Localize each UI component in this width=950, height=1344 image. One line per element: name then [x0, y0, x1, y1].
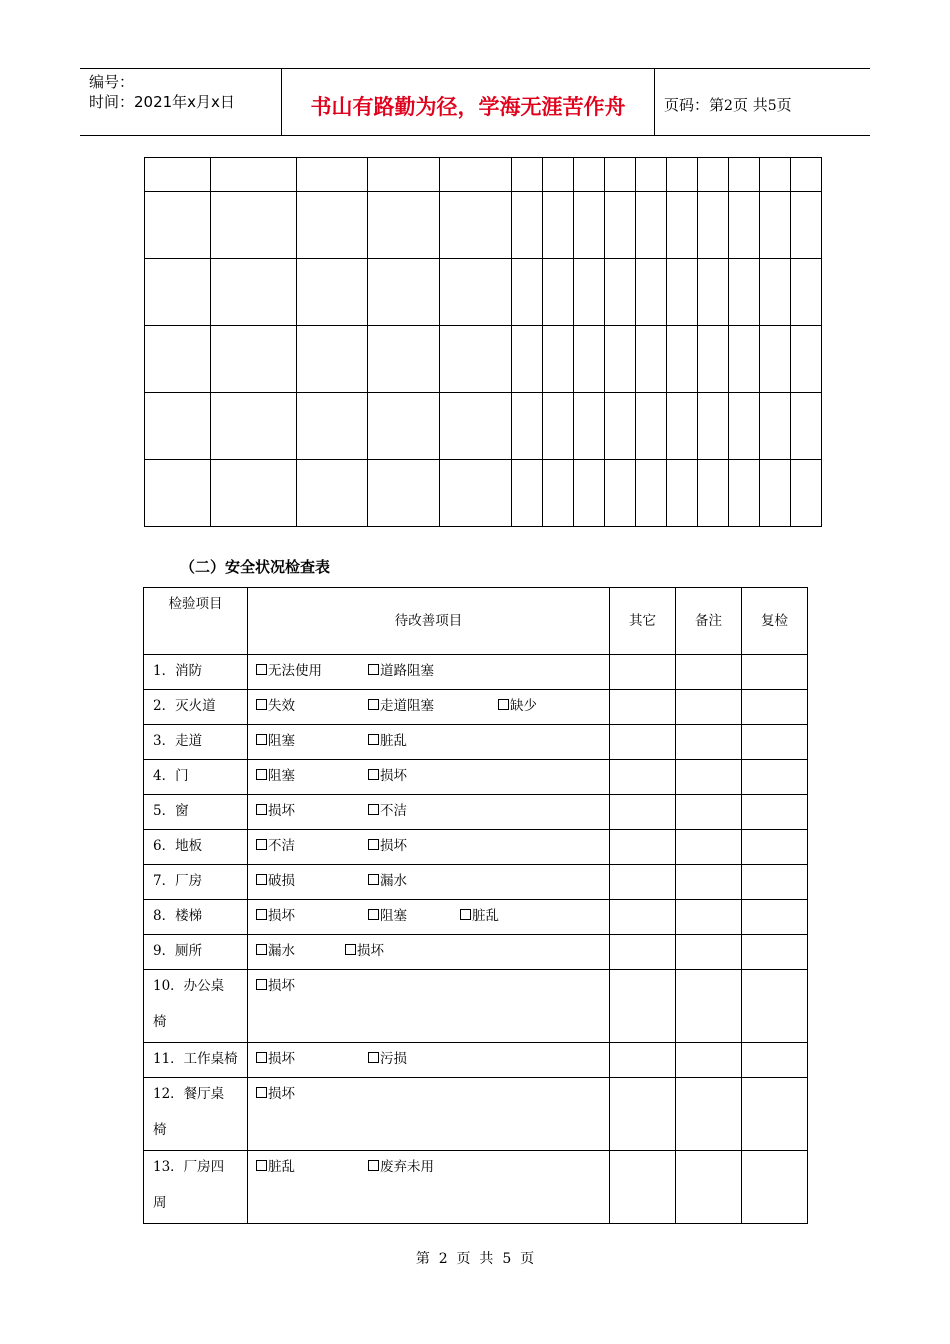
grid-cell: [698, 326, 729, 393]
recheck-cell[interactable]: [742, 655, 808, 690]
grid-cell: [729, 192, 760, 259]
header-item: 检验项目: [144, 588, 248, 655]
header-other: 其它: [610, 588, 676, 655]
grid-cell: [543, 460, 574, 527]
grid-cell: [543, 326, 574, 393]
checklist-row: [144, 725, 808, 760]
option-label: 损坏: [268, 908, 295, 924]
grid-cell: [512, 460, 543, 527]
checkbox-icon[interactable]: [256, 979, 267, 990]
grid-cell: [543, 393, 574, 460]
header-remark: 备注: [676, 588, 742, 655]
option-label: 脏乱: [472, 908, 499, 924]
checkbox-icon[interactable]: [256, 1052, 267, 1063]
other-cell[interactable]: [610, 795, 676, 830]
checkbox-icon[interactable]: [368, 909, 379, 920]
checklist-row: [144, 760, 808, 795]
remark-cell[interactable]: [676, 655, 742, 690]
check-item-label: 11．工作桌椅: [153, 1051, 238, 1067]
improvement-option[interactable]: [368, 766, 407, 786]
grid-cell: [211, 326, 297, 393]
grid-cell: [543, 158, 574, 192]
grid-cell: [368, 158, 440, 192]
check-item-name: [144, 795, 248, 830]
grid-cell: [574, 158, 605, 192]
grid-row: [145, 158, 822, 192]
recheck-cell[interactable]: [742, 830, 808, 865]
header-left-cell: [80, 69, 282, 135]
check-item-name: [144, 655, 248, 690]
check-item-label: 13．厂房四: [153, 1159, 225, 1175]
option-label: 损坏: [380, 768, 407, 784]
number-label: 编号：: [89, 73, 135, 91]
option-label: 脏乱: [380, 733, 407, 749]
improvement-options: [248, 970, 610, 1043]
remark-cell[interactable]: [676, 725, 742, 760]
page-footer: 第 2 页 共 5 页: [415, 1251, 535, 1267]
checkbox-icon[interactable]: [368, 874, 379, 885]
improvement-option[interactable]: [256, 801, 295, 821]
improvement-option[interactable]: [368, 836, 407, 856]
option-label: 阻塞: [268, 733, 295, 749]
improvement-option[interactable]: [256, 731, 295, 751]
check-item-name: [144, 935, 248, 970]
grid-cell: [605, 460, 636, 527]
grid-cell: [667, 326, 698, 393]
improvement-option[interactable]: [368, 871, 407, 891]
option-label: 废弃未用: [380, 1159, 434, 1175]
check-item-name: [144, 725, 248, 760]
checklist-row: [144, 1151, 808, 1224]
grid-row: [145, 326, 822, 393]
grid-cell: [368, 192, 440, 259]
grid-cell: [791, 158, 822, 192]
improvement-option[interactable]: [256, 766, 295, 786]
improvement-option[interactable]: [368, 906, 407, 926]
option-label: 不洁: [380, 803, 407, 819]
check-item-label: 9．厕所: [153, 943, 203, 959]
page-header: [80, 68, 870, 136]
improvement-option[interactable]: [368, 661, 434, 681]
grid-cell: [698, 259, 729, 326]
option-label: 脏乱: [268, 1159, 295, 1175]
grid-cell: [698, 460, 729, 527]
grid-row: [145, 460, 822, 527]
remark-cell[interactable]: [676, 1043, 742, 1078]
improvement-options: [248, 690, 610, 725]
page-label: 页码：第: [664, 96, 725, 114]
time-label: 时间：2021年x月x日: [89, 93, 235, 111]
checkbox-icon[interactable]: [256, 769, 267, 780]
recheck-cell[interactable]: [742, 795, 808, 830]
grid-cell: [636, 192, 667, 259]
check-item-label: 3．走道: [153, 733, 203, 749]
grid-cell: [211, 259, 297, 326]
grid-row: [145, 393, 822, 460]
check-item-label: 5．窗: [153, 803, 189, 819]
remark-cell[interactable]: [676, 900, 742, 935]
check-item-label: 6．地板: [153, 838, 203, 854]
header-recheck: 复检: [742, 588, 808, 655]
grid-cell: [543, 259, 574, 326]
remark-cell[interactable]: [676, 1151, 742, 1224]
check-item-name: [144, 1078, 248, 1151]
checkbox-icon[interactable]: [256, 1160, 267, 1171]
improvement-options: [248, 830, 610, 865]
grid-cell: [636, 393, 667, 460]
grid-cell: [512, 158, 543, 192]
improvement-options: [248, 725, 610, 760]
option-label: 阻塞: [268, 768, 295, 784]
remark-cell[interactable]: [676, 830, 742, 865]
other-cell[interactable]: [610, 935, 676, 970]
improvement-option[interactable]: [368, 801, 407, 821]
checklist-row: [144, 1078, 808, 1151]
grid-cell: [440, 192, 512, 259]
grid-cell: [667, 158, 698, 192]
recheck-cell[interactable]: [742, 725, 808, 760]
improvement-options: [248, 1078, 610, 1151]
option-label: 损坏: [357, 943, 384, 959]
checklist-header-row: [144, 588, 808, 655]
grid-cell: [368, 393, 440, 460]
header-improve: 待改善项目: [248, 588, 610, 655]
improvement-options: [248, 795, 610, 830]
grid-cell: [297, 192, 368, 259]
improvement-options: [248, 865, 610, 900]
improvement-option[interactable]: [256, 1049, 295, 1069]
option-label: 不洁: [268, 838, 295, 854]
checkbox-icon[interactable]: [368, 699, 379, 710]
grid-cell: [791, 192, 822, 259]
improvement-options: [248, 1151, 610, 1224]
grid-cell: [574, 393, 605, 460]
checkbox-icon[interactable]: [368, 804, 379, 815]
remark-cell[interactable]: [676, 760, 742, 795]
grid-cell: [145, 192, 211, 259]
checkbox-icon[interactable]: [256, 1087, 267, 1098]
check-item-name: [144, 760, 248, 795]
check-item-label: 1．消防: [153, 663, 203, 679]
grid-cell: [440, 460, 512, 527]
page-end: 页: [776, 96, 792, 114]
improvement-option[interactable]: [368, 1157, 434, 1177]
checklist-row: [144, 655, 808, 690]
remark-cell[interactable]: [676, 1078, 742, 1151]
improvement-option[interactable]: [256, 941, 295, 961]
grid-cell: [211, 393, 297, 460]
recheck-cell[interactable]: [742, 690, 808, 725]
other-cell[interactable]: [610, 900, 676, 935]
check-item-label-cont: 椅: [153, 1014, 167, 1030]
improvement-option[interactable]: [460, 906, 499, 926]
grid-cell: [512, 393, 543, 460]
recheck-cell[interactable]: [742, 1078, 808, 1151]
other-cell[interactable]: [610, 1043, 676, 1078]
grid-cell: [145, 326, 211, 393]
grid-cell: [440, 259, 512, 326]
other-cell[interactable]: [610, 1151, 676, 1224]
check-item-name: [144, 970, 248, 1043]
improvement-options: [248, 655, 610, 690]
grid-cell: [297, 158, 368, 192]
checklist-row: [144, 900, 808, 935]
grid-cell: [605, 393, 636, 460]
grid-cell: [729, 158, 760, 192]
option-label: 损坏: [268, 978, 295, 994]
option-label: 失效: [268, 698, 295, 714]
recheck-cell[interactable]: [742, 935, 808, 970]
check-item-label-cont: 椅: [153, 1122, 167, 1138]
grid-cell: [760, 259, 791, 326]
recheck-cell[interactable]: [742, 970, 808, 1043]
grid-cell: [145, 393, 211, 460]
recheck-cell[interactable]: [742, 1043, 808, 1078]
checklist-row: [144, 690, 808, 725]
grid-cell: [698, 158, 729, 192]
grid-cell: [512, 326, 543, 393]
grid-cell: [145, 460, 211, 527]
recheck-cell[interactable]: [742, 760, 808, 795]
grid-cell: [512, 192, 543, 259]
remark-cell[interactable]: [676, 795, 742, 830]
grid-cell: [145, 158, 211, 192]
check-item-label: 4．门: [153, 768, 189, 784]
check-item-name: [144, 1151, 248, 1224]
checkbox-icon[interactable]: [256, 874, 267, 885]
grid-cell: [791, 326, 822, 393]
improvement-option[interactable]: [368, 696, 434, 716]
grid-cell: [605, 326, 636, 393]
checklist-row: [144, 830, 808, 865]
grid-cell: [605, 158, 636, 192]
improvement-options: [248, 935, 610, 970]
checkbox-icon[interactable]: [256, 909, 267, 920]
option-label: 走道阻塞: [380, 698, 434, 714]
grid-cell: [605, 192, 636, 259]
empty-grid-table: [144, 157, 822, 527]
option-label: 损坏: [380, 838, 407, 854]
grid-row: [145, 259, 822, 326]
grid-cell: [729, 460, 760, 527]
grid-cell: [145, 259, 211, 326]
grid-cell: [297, 326, 368, 393]
remark-cell[interactable]: [676, 865, 742, 900]
grid-cell: [440, 326, 512, 393]
check-item-label: 2．灭火道: [153, 698, 216, 714]
grid-cell: [729, 326, 760, 393]
grid-cell: [211, 460, 297, 527]
header-middle-cell: [282, 69, 655, 135]
grid-cell: [574, 259, 605, 326]
grid-cell: [574, 326, 605, 393]
grid-cell: [636, 158, 667, 192]
grid-cell: [760, 192, 791, 259]
checkbox-icon[interactable]: [368, 1160, 379, 1171]
grid-cell: [791, 259, 822, 326]
check-item-name: [144, 690, 248, 725]
grid-cell: [636, 259, 667, 326]
option-label: 破损: [268, 873, 295, 889]
checkbox-icon[interactable]: [256, 804, 267, 815]
improvement-option[interactable]: [256, 1084, 295, 1104]
improvement-option[interactable]: [256, 696, 295, 716]
checkbox-icon[interactable]: [368, 769, 379, 780]
option-label: 无法使用: [268, 663, 322, 679]
grid-cell: [760, 393, 791, 460]
other-cell[interactable]: [610, 970, 676, 1043]
grid-cell: [667, 393, 698, 460]
grid-cell: [667, 460, 698, 527]
checklist-row: [144, 795, 808, 830]
grid-cell: [368, 326, 440, 393]
other-cell[interactable]: [610, 725, 676, 760]
grid-cell: [791, 393, 822, 460]
checkbox-icon[interactable]: [256, 664, 267, 675]
grid-cell: [211, 192, 297, 259]
grid-cell: [440, 158, 512, 192]
grid-cell: [760, 326, 791, 393]
improvement-option[interactable]: [368, 1049, 407, 1069]
grid-cell: [368, 259, 440, 326]
improvement-option[interactable]: [256, 836, 295, 856]
grid-cell: [636, 326, 667, 393]
checklist-row: [144, 935, 808, 970]
check-item-name: [144, 900, 248, 935]
grid-row: [145, 192, 822, 259]
checkbox-icon[interactable]: [256, 699, 267, 710]
option-label: 漏水: [268, 943, 295, 959]
checkbox-icon[interactable]: [368, 734, 379, 745]
check-item-label-cont: 周: [153, 1195, 167, 1211]
safety-checklist-table: [143, 587, 808, 1224]
grid-cell: [636, 460, 667, 527]
checkbox-icon[interactable]: [368, 1052, 379, 1063]
check-item-label: 8．楼梯: [153, 908, 203, 924]
improvement-option[interactable]: [498, 696, 537, 716]
other-cell[interactable]: [610, 830, 676, 865]
grid-cell: [543, 192, 574, 259]
grid-cell: [791, 460, 822, 527]
motto: 书山有路勤为径，学海无涯苦作舟: [310, 95, 626, 119]
checkbox-icon[interactable]: [256, 839, 267, 850]
checkbox-icon[interactable]: [256, 944, 267, 955]
checkbox-icon[interactable]: [368, 839, 379, 850]
recheck-cell[interactable]: [742, 1151, 808, 1224]
option-label: 阻塞: [380, 908, 407, 924]
check-item-name: [144, 1043, 248, 1078]
check-item-label: 10．办公桌: [153, 978, 225, 994]
checklist-row: [144, 970, 808, 1043]
grid-cell: [667, 192, 698, 259]
grid-cell: [297, 259, 368, 326]
improvement-option[interactable]: [256, 1157, 295, 1177]
grid-cell: [512, 259, 543, 326]
option-label: 漏水: [380, 873, 407, 889]
grid-cell: [698, 393, 729, 460]
improvement-options: [248, 760, 610, 795]
option-label: 道路阻塞: [380, 663, 434, 679]
grid-cell: [760, 158, 791, 192]
check-item-name: [144, 865, 248, 900]
checklist-row: [144, 1043, 808, 1078]
grid-cell: [605, 259, 636, 326]
grid-cell: [760, 460, 791, 527]
option-label: 损坏: [268, 1051, 295, 1067]
check-item-label: 12．餐厅桌: [153, 1086, 225, 1102]
checkbox-icon[interactable]: [256, 734, 267, 745]
header-right-cell: [655, 69, 870, 135]
recheck-cell[interactable]: [742, 865, 808, 900]
other-cell[interactable]: [610, 865, 676, 900]
remark-cell[interactable]: [676, 935, 742, 970]
option-label: 损坏: [268, 1086, 295, 1102]
page-total: 5: [767, 98, 777, 114]
improvement-option[interactable]: [256, 976, 295, 996]
improvement-option[interactable]: [345, 941, 384, 961]
check-item-name: [144, 830, 248, 865]
grid-cell: [574, 460, 605, 527]
grid-cell: [667, 259, 698, 326]
improvement-options: [248, 1043, 610, 1078]
check-item-label: 7．厂房: [153, 873, 203, 889]
improvement-option[interactable]: [256, 871, 295, 891]
option-label: 损坏: [268, 803, 295, 819]
section-title: （二）安全状况检查表: [180, 558, 331, 576]
other-cell[interactable]: [610, 690, 676, 725]
remark-cell[interactable]: [676, 690, 742, 725]
checkbox-icon[interactable]: [368, 664, 379, 675]
improvement-options: [248, 900, 610, 935]
option-label: 污损: [380, 1051, 407, 1067]
recheck-cell[interactable]: [742, 900, 808, 935]
grid-cell: [440, 393, 512, 460]
checklist-row: [144, 865, 808, 900]
grid-cell: [729, 393, 760, 460]
other-cell[interactable]: [610, 1078, 676, 1151]
grid-cell: [729, 259, 760, 326]
other-cell[interactable]: [610, 655, 676, 690]
grid-cell: [368, 460, 440, 527]
grid-cell: [574, 192, 605, 259]
improvement-option[interactable]: [368, 731, 407, 751]
option-label: 缺少: [510, 698, 537, 714]
checkbox-icon[interactable]: [498, 699, 509, 710]
improvement-option[interactable]: [256, 906, 295, 926]
grid-cell: [211, 158, 297, 192]
page-indicator: [664, 94, 792, 115]
checkbox-icon[interactable]: [345, 944, 356, 955]
page-mid: 页 共: [732, 96, 768, 114]
improvement-option[interactable]: [256, 661, 322, 681]
page-current: 2: [724, 98, 733, 114]
other-cell[interactable]: [610, 760, 676, 795]
checkbox-icon[interactable]: [460, 909, 471, 920]
grid-cell: [698, 192, 729, 259]
grid-cell: [297, 393, 368, 460]
remark-cell[interactable]: [676, 970, 742, 1043]
grid-cell: [297, 460, 368, 527]
